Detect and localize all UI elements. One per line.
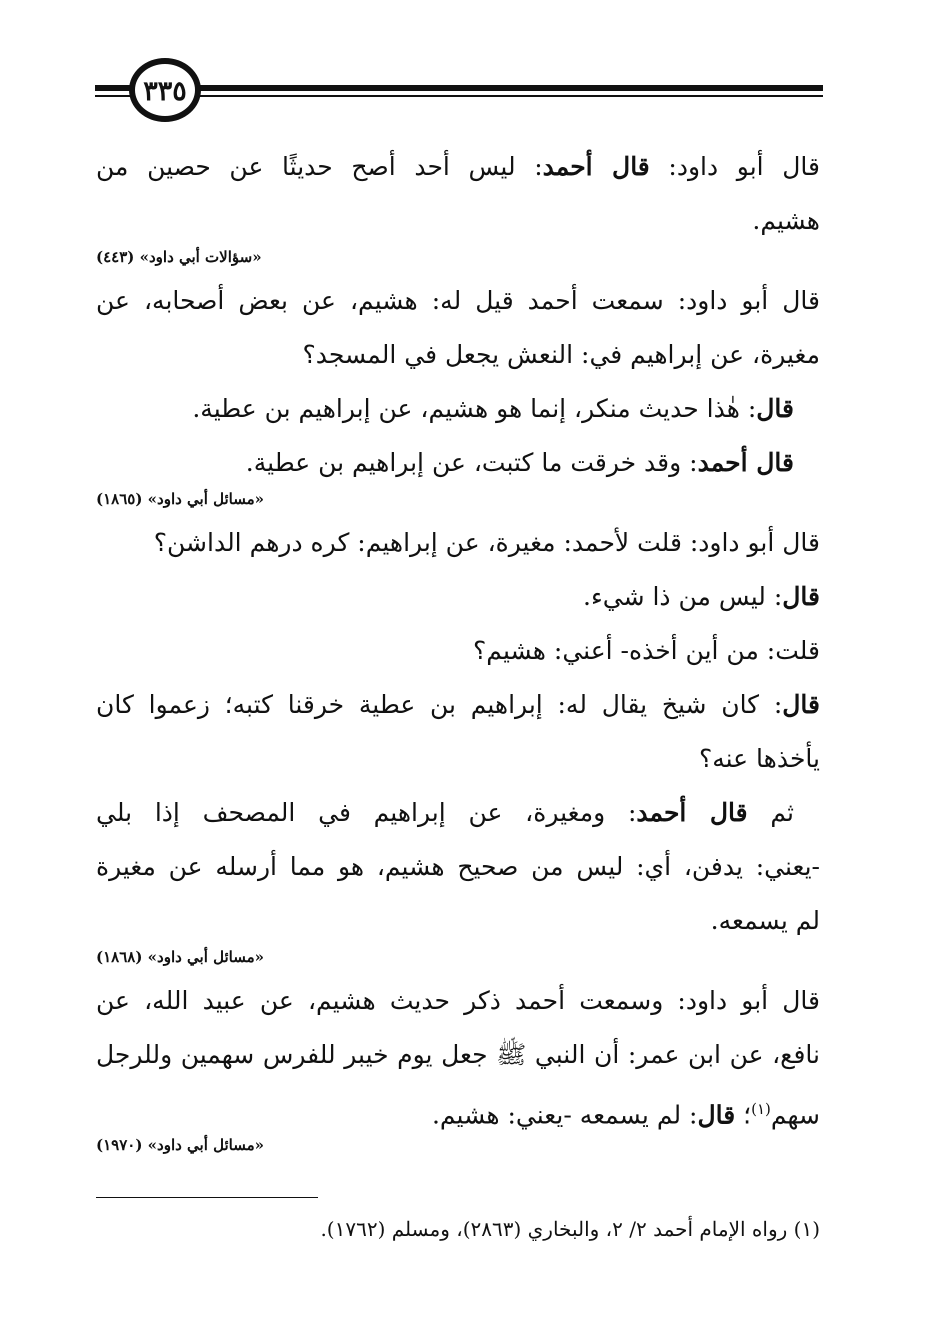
text-line: قال أبو داود: قلت لأحمد: مغيرة، عن إبراهيم: كره درهم الداشن؟	[153, 528, 820, 557]
source-citation: «سؤالات أبي داود» (٤٤٣)	[96, 248, 262, 266]
text-line: يأخذها عنه؟	[698, 744, 820, 773]
text-line: قال أحمد: وقد خرقت ما كتبت، عن إبراهيم بن عطية.	[245, 448, 794, 477]
header-rule-thin	[200, 95, 823, 97]
text-line: قال: هٰذا حديث منكر، إنما هو هشيم، عن إبراهيم بن عطية.	[192, 394, 794, 423]
header-rule-thin-left	[95, 95, 131, 97]
text-line: سهم$^{(١)}$؛ قال: لم يسمعه -يعني: هشيم.	[431, 1100, 820, 1130]
header-rule-thick-left	[95, 85, 131, 91]
page-body	[96, 140, 820, 1162]
text-line: ثم قال أحمد: ومغيرة، عن إبراهيم في المصحف إذا بلي	[96, 798, 794, 827]
text-line: قال أبو داود: سمعت أحمد قيل له: هشيم، عن بعض أصحابه، عن	[96, 286, 820, 315]
text-line: نافع، عن ابن عمر: أن النبي ﷺ جعل يوم خيبر للفرس سهمين وللرجل	[96, 1040, 820, 1069]
page-number: ٣٣٥	[143, 75, 187, 107]
text-line: قال أبو داود: قال أحمد: ليس أحد أصح حديثًا عن حصين من	[96, 152, 820, 181]
footnote-marker: (١)	[751, 1100, 771, 1118]
source-citation: «مسائل أبي داود» (١٨٦٨)	[96, 948, 264, 966]
page-header-ornament	[95, 58, 823, 130]
text-line: لم يسمعه.	[710, 906, 820, 935]
text-line: قال: ليس من ذا شيء.	[583, 582, 820, 611]
text-line: هشيم.	[752, 206, 820, 235]
footnote: (١) رواه الإمام أحمد ٢/ ٢، والبخاري (٢٨٦٣)، ومسلم (١٧٦٢).	[320, 1217, 820, 1241]
footnote-separator	[96, 1197, 318, 1198]
text-line: قال أبو داود: وسمعت أحمد ذكر حديث هشيم، عن عبيد الله، عن	[96, 986, 820, 1015]
source-citation: «مسائل أبي داود» (١٩٧٠)	[96, 1136, 264, 1154]
text-line: -يعني: يدفن، أي: ليس من صحيح هشيم، هو مما أرسله عن مغيرة	[96, 852, 820, 881]
source-citation: «مسائل أبي داود» (١٨٦٥)	[96, 490, 264, 508]
text-line: قال: كان شيخ يقال له: إبراهيم بن عطية خرقنا كتبه؛ زعموا كان	[96, 690, 820, 719]
header-rule-thick	[200, 85, 823, 91]
page-number-circle	[129, 58, 201, 122]
text-line: قلت: من أين أخذه- أعني: هشيم؟	[473, 636, 820, 665]
text-line: مغيرة، عن إبراهيم في: النعش يجعل في المسجد؟	[302, 340, 820, 369]
